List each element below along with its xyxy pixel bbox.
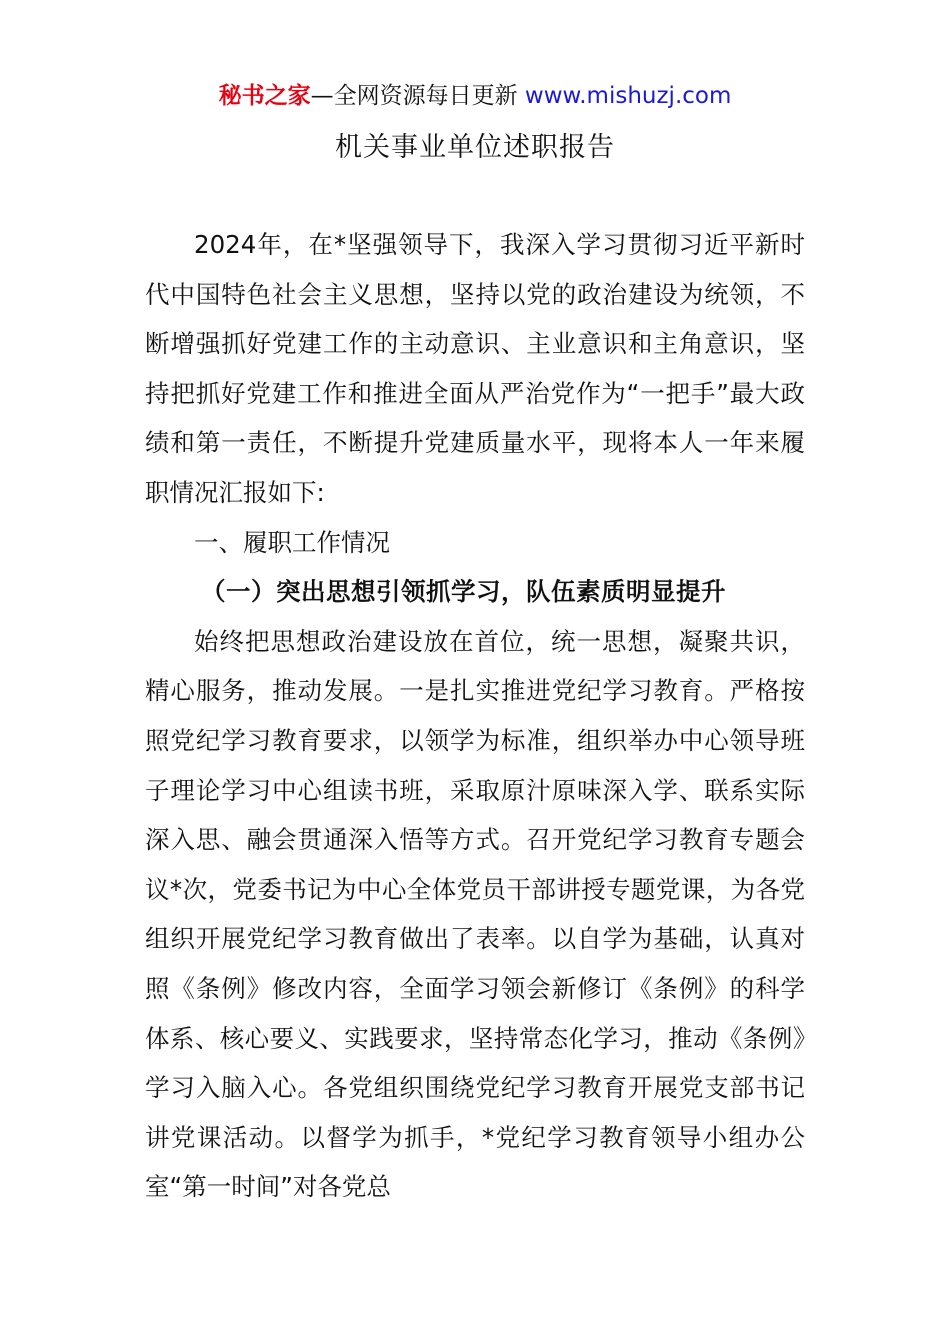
subsection-heading: （一）突出思想引领抓学习，队伍素质明显提升 [201, 577, 726, 607]
section-heading: 一、履职工作情况 [194, 527, 390, 557]
document-body [145, 220, 805, 1212]
site-tagline: —全网资源每日更新 [310, 83, 525, 109]
document-title: 机关事业单位述职报告 [335, 132, 615, 163]
body-paragraph: 始终把思想政治建设放在首位，统一思想，凝聚共识，精心服务，推动发展。一是扎实推进党纪学习教育。严格按照党纪学习教育要求，以领学为标准，组织举办中心领导班子理论学习中心组读书班，采取原汁原味深入学、联系实际深入思、融会贯通深入悟等方式。召开党纪学习教育专题会议*次，党委书记为中心全体党员干部讲授专题党课，为各党组织开展党纪学习教育做出了表率。以自学为基础，认真对照《条例》修改内容，全面学习领会新修订《条例》的科学体系、核心要义、实践要求，坚持常态化学习，推动《条例》学习入脑入心。各党组织围绕党纪学习教育开展党支部书记讲党课活动。以督学为抓手，*党纪学习教育领导小组办公室“第一时间”对各党总 [145, 626, 805, 1202]
site-brand: 秘书之家 [218, 83, 311, 109]
site-header-banner [0, 80, 950, 112]
intro-paragraph: 2024年，在*坚强领导下，我深入学习贯彻习近平新时代中国特色社会主义思想，坚持以党的政治建设为统领，不断增强抓好党建工作的主动意识、主业意识和主角意识，坚持把抓好党建工作和推进全面从严治党作为“一把手”最大政绩和第一责任，不断提升党建质量水平，现将本人一年来履职情况汇报如下: [145, 230, 805, 507]
site-url-link[interactable]: www.mishuzj.com [524, 83, 732, 109]
